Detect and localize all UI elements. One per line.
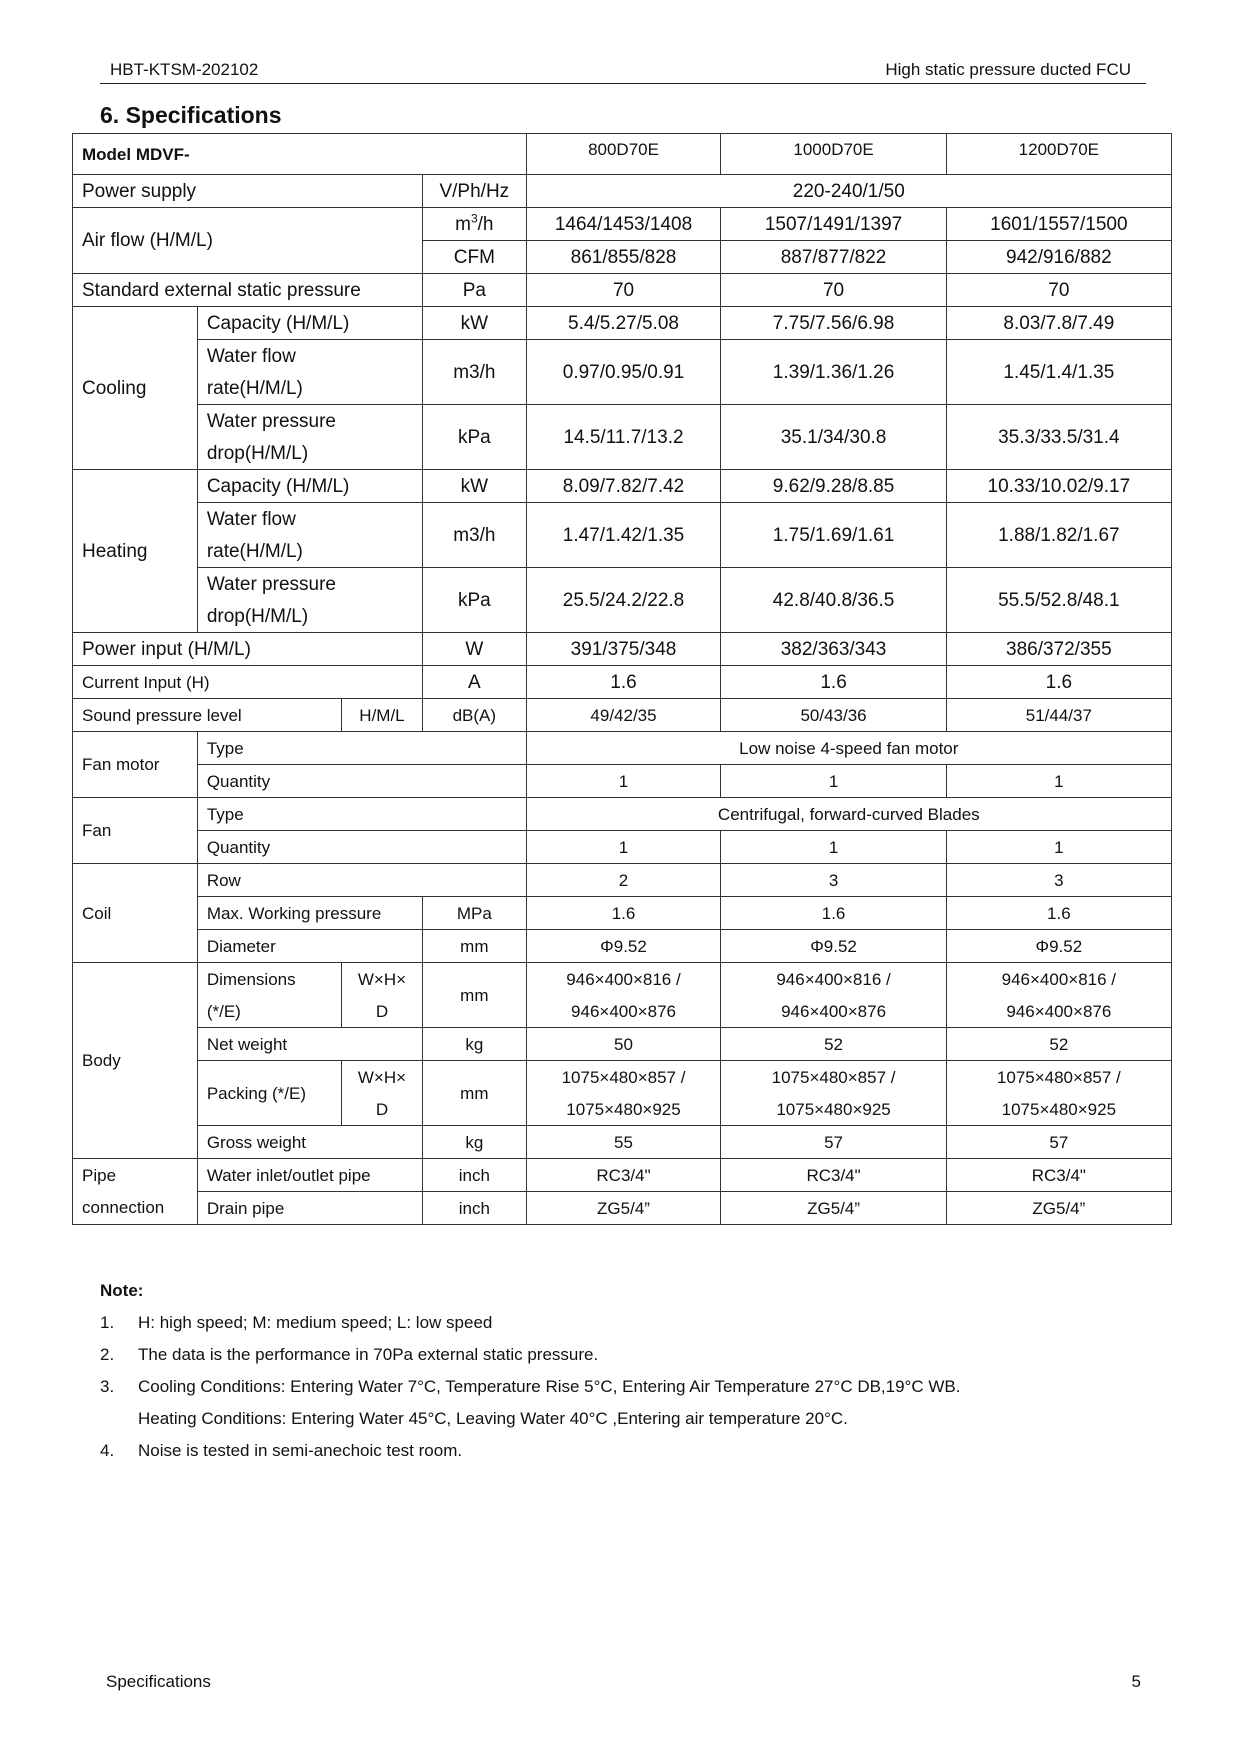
group-label-cooling: Cooling <box>73 307 198 470</box>
table-row <box>73 633 1172 666</box>
unit-cell: A <box>423 666 527 699</box>
row-label: Water pressure <box>197 568 422 601</box>
value-cell: ZG5/4” <box>946 1192 1171 1225</box>
table-row <box>73 307 1172 340</box>
value-cell: 946×400×876 <box>721 995 946 1028</box>
row-label: Max. Working pressure <box>197 897 422 930</box>
value-cell: 14.5/11.7/13.2 <box>526 405 721 470</box>
value-cell: 25.5/24.2/22.8 <box>526 568 721 633</box>
value-cell: 7.75/7.56/6.98 <box>721 307 946 340</box>
value-cell: 70 <box>946 274 1171 307</box>
value-cell: RC3/4" <box>721 1159 946 1192</box>
value-cell: 946×400×816 / <box>946 963 1171 996</box>
group-label-body: Body <box>73 963 198 1159</box>
unit-cell: $m^3/h$ <box>423 208 527 241</box>
value-cell: 70 <box>526 274 721 307</box>
specifications-table <box>72 133 1172 1225</box>
value-cell: 2 <box>526 864 721 897</box>
value-cell: 1075×480×857 / <box>946 1061 1171 1094</box>
value-cell: 49/42/35 <box>526 699 721 732</box>
sub-label: D <box>341 1093 422 1126</box>
value-cell: 55 <box>526 1126 721 1159</box>
value-cell: 1 <box>526 831 721 864</box>
unit-cell: kg <box>423 1126 527 1159</box>
value-cell: 382/363/343 <box>721 633 946 666</box>
row-label: Gross weight <box>197 1126 422 1159</box>
value-cell: ZG5/4” <box>721 1192 946 1225</box>
value-cell: 70 <box>721 274 946 307</box>
unit-cell: kW <box>423 307 527 340</box>
unit-cell: kg <box>423 1028 527 1061</box>
table-row <box>73 798 1172 831</box>
row-label: Water inlet/outlet pipe <box>197 1159 422 1192</box>
table-row <box>73 208 1172 241</box>
sub-label: W×H× <box>341 1061 422 1094</box>
row-label: drop(H/M/L) <box>197 437 422 470</box>
row-label: Net weight <box>197 1028 422 1061</box>
value-cell: 391/375/348 <box>526 633 721 666</box>
value-cell: 52 <box>946 1028 1171 1061</box>
unit-cell: dB(A) <box>423 699 527 732</box>
row-label: Row <box>197 864 526 897</box>
value-cell: 9.62/9.28/8.85 <box>721 470 946 503</box>
row-label: Capacity (H/M/L) <box>197 307 422 340</box>
row-label: Drain pipe <box>197 1192 422 1225</box>
value-cell: 1075×480×857 / <box>526 1061 721 1094</box>
model-header: 1200D70E <box>946 134 1171 175</box>
value-cell: 220-240/1/50 <box>526 175 1171 208</box>
value-cell: 50 <box>526 1028 721 1061</box>
value-cell: 1075×480×925 <box>946 1093 1171 1126</box>
value-cell: 5.4/5.27/5.08 <box>526 307 721 340</box>
row-label: Water pressure <box>197 405 422 438</box>
unit-cell: kPa <box>423 405 527 470</box>
group-label-pipe: Pipe <box>73 1159 198 1192</box>
model-label: Model MDVF- <box>73 134 527 175</box>
value-cell: RC3/4" <box>946 1159 1171 1192</box>
group-label-fan-motor: Fan motor <box>73 732 198 798</box>
row-label: Type <box>197 798 526 831</box>
table-row <box>73 864 1172 897</box>
unit-cell: Pa <box>423 274 527 307</box>
value-cell: 887/877/822 <box>721 241 946 274</box>
notes-title: Note: <box>100 1281 144 1300</box>
unit-cell: m3/h <box>423 503 527 568</box>
value-cell: 57 <box>721 1126 946 1159</box>
table-row <box>73 1126 1172 1159</box>
unit-cell: kPa <box>423 568 527 633</box>
row-label: Quantity <box>197 831 526 864</box>
value-cell: Φ9.52 <box>721 930 946 963</box>
row-label: Power supply <box>73 175 423 208</box>
table-row <box>73 897 1172 930</box>
table-row <box>73 405 1172 438</box>
model-header: 1000D70E <box>721 134 946 175</box>
row-label: Sound pressure level <box>73 699 342 732</box>
value-cell: 1 <box>526 765 721 798</box>
value-cell: 1.88/1.82/1.67 <box>946 503 1171 568</box>
value-cell: 3 <box>946 864 1171 897</box>
value-cell: 1.47/1.42/1.35 <box>526 503 721 568</box>
section-title: 6. Specifications <box>100 102 282 128</box>
value-cell: 57 <box>946 1126 1171 1159</box>
row-label: Standard external static pressure <box>73 274 423 307</box>
row-label: Power input (H/M/L) <box>73 633 423 666</box>
value-cell: 946×400×816 / <box>526 963 721 996</box>
value-cell: 1.75/1.69/1.61 <box>721 503 946 568</box>
row-label: Type <box>197 732 526 765</box>
row-label: drop(H/M/L) <box>197 600 422 633</box>
unit-cell: m3/h <box>423 340 527 405</box>
row-label: Quantity <box>197 765 526 798</box>
value-cell: 51/44/37 <box>946 699 1171 732</box>
footer-section: Specifications <box>106 1672 211 1691</box>
row-label: (*/E) <box>197 995 341 1028</box>
unit-cell: inch <box>423 1192 527 1225</box>
sub-label: W×H× <box>341 963 422 996</box>
value-cell: 1.6 <box>946 897 1171 930</box>
table-row <box>73 1159 1172 1192</box>
note-item: 1. H: high speed; M: medium speed; L: low speed <box>100 1313 493 1332</box>
header-doc-id: HBT-KTSM-202102 <box>110 60 259 79</box>
unit-cell: mm <box>423 963 527 1028</box>
row-label: Current Input (H) <box>73 666 423 699</box>
value-cell: Centrifugal, forward-curved Blades <box>526 798 1171 831</box>
value-cell: 8.03/7.8/7.49 <box>946 307 1171 340</box>
value-cell: 861/855/828 <box>526 241 721 274</box>
value-cell: 1507/1491/1397 <box>721 208 946 241</box>
value-cell: 42.8/40.8/36.5 <box>721 568 946 633</box>
value-cell: 0.97/0.95/0.91 <box>526 340 721 405</box>
value-cell: 35.1/34/30.8 <box>721 405 946 470</box>
unit-cell: inch <box>423 1159 527 1192</box>
value-cell: 35.3/33.5/31.4 <box>946 405 1171 470</box>
page-number: 5 <box>1131 1672 1141 1691</box>
table-row <box>73 274 1172 307</box>
table-row <box>73 765 1172 798</box>
unit-cell: CFM <box>423 241 527 274</box>
table-row <box>73 340 1172 373</box>
value-cell: 1.6 <box>526 666 721 699</box>
table-row <box>73 175 1172 208</box>
value-cell: 1464/1453/1408 <box>526 208 721 241</box>
value-cell: RC3/4" <box>526 1159 721 1192</box>
row-label: Dimensions <box>197 963 341 996</box>
value-cell: Φ9.52 <box>526 930 721 963</box>
value-cell: 1 <box>721 831 946 864</box>
value-cell: 3 <box>721 864 946 897</box>
unit-cell: MPa <box>423 897 527 930</box>
note-item: 4. Noise is tested in semi-anechoic test room. <box>100 1441 463 1460</box>
value-cell: 1.6 <box>721 897 946 930</box>
value-cell: 1601/1557/1500 <box>946 208 1171 241</box>
row-label: Diameter <box>197 930 422 963</box>
table-row <box>73 699 1172 732</box>
table-row <box>73 1061 1172 1094</box>
value-cell: ZG5/4” <box>526 1192 721 1225</box>
unit-cell: kW <box>423 470 527 503</box>
value-cell: 50/43/36 <box>721 699 946 732</box>
group-label-fan: Fan <box>73 798 198 864</box>
value-cell: 1 <box>946 765 1171 798</box>
value-cell: 946×400×816 / <box>721 963 946 996</box>
unit-cell: V/Ph/Hz <box>423 175 527 208</box>
table-row <box>73 1192 1172 1225</box>
unit-cell: W <box>423 633 527 666</box>
model-header: 800D70E <box>526 134 721 175</box>
table-row <box>73 666 1172 699</box>
value-cell: 942/916/882 <box>946 241 1171 274</box>
value-cell: 946×400×876 <box>526 995 721 1028</box>
note-item: 2. The data is the performance in 70Pa external static pressure. <box>100 1345 599 1364</box>
value-cell: 10.33/10.02/9.17 <box>946 470 1171 503</box>
table-row <box>73 831 1172 864</box>
value-cell: 1.6 <box>526 897 721 930</box>
value-cell: Low noise 4-speed fan motor <box>526 732 1171 765</box>
table-row <box>73 503 1172 536</box>
value-cell: 8.09/7.82/7.42 <box>526 470 721 503</box>
group-label-pipe: connection <box>73 1192 198 1225</box>
group-label-heating: Heating <box>73 470 198 633</box>
row-label: Air flow (H/M/L) <box>73 208 423 274</box>
header-doc-title: High static pressure ducted FCU <box>885 60 1131 79</box>
table-row <box>73 470 1172 503</box>
value-cell: 52 <box>721 1028 946 1061</box>
sub-label: D <box>341 995 422 1028</box>
row-label: Water flow <box>197 503 422 536</box>
row-label: Capacity (H/M/L) <box>197 470 422 503</box>
row-label: rate(H/M/L) <box>197 535 422 568</box>
value-cell: 1 <box>721 765 946 798</box>
notes <box>100 1275 1100 1467</box>
value-cell: 1.45/1.4/1.35 <box>946 340 1171 405</box>
sub-label: H/M/L <box>341 699 422 732</box>
group-label-coil: Coil <box>73 864 198 963</box>
table-row <box>73 930 1172 963</box>
table-row <box>73 995 1172 1028</box>
value-cell: 386/372/355 <box>946 633 1171 666</box>
table-row <box>73 134 1172 175</box>
value-cell: 1075×480×925 <box>526 1093 721 1126</box>
table-row <box>73 963 1172 996</box>
row-label: Water flow <box>197 340 422 373</box>
table-row <box>73 732 1172 765</box>
value-cell: 1075×480×857 / <box>721 1061 946 1094</box>
row-label: rate(H/M/L) <box>197 372 422 405</box>
value-cell: 1 <box>946 831 1171 864</box>
note-item: 3. Cooling Conditions: Entering Water 7°C, Temperature Rise 5°C, Entering Air Temperature 27°C DB,19°C WB. <box>100 1377 961 1396</box>
row-label: Packing (*/E) <box>197 1061 341 1126</box>
unit-cell: mm <box>423 930 527 963</box>
value-cell: 1075×480×925 <box>721 1093 946 1126</box>
table-row <box>73 1028 1172 1061</box>
header-rule <box>100 83 1146 84</box>
value-cell: 946×400×876 <box>946 995 1171 1028</box>
note-item: Heating Conditions: Entering Water 45°C, Leaving Water 40°C ,Entering air temperature 20°C. <box>138 1409 848 1428</box>
value-cell: 1.6 <box>721 666 946 699</box>
table-row <box>73 568 1172 601</box>
value-cell: 55.5/52.8/48.1 <box>946 568 1171 633</box>
value-cell: 1.39/1.36/1.26 <box>721 340 946 405</box>
value-cell: Φ9.52 <box>946 930 1171 963</box>
value-cell: 1.6 <box>946 666 1171 699</box>
unit-cell: mm <box>423 1061 527 1126</box>
